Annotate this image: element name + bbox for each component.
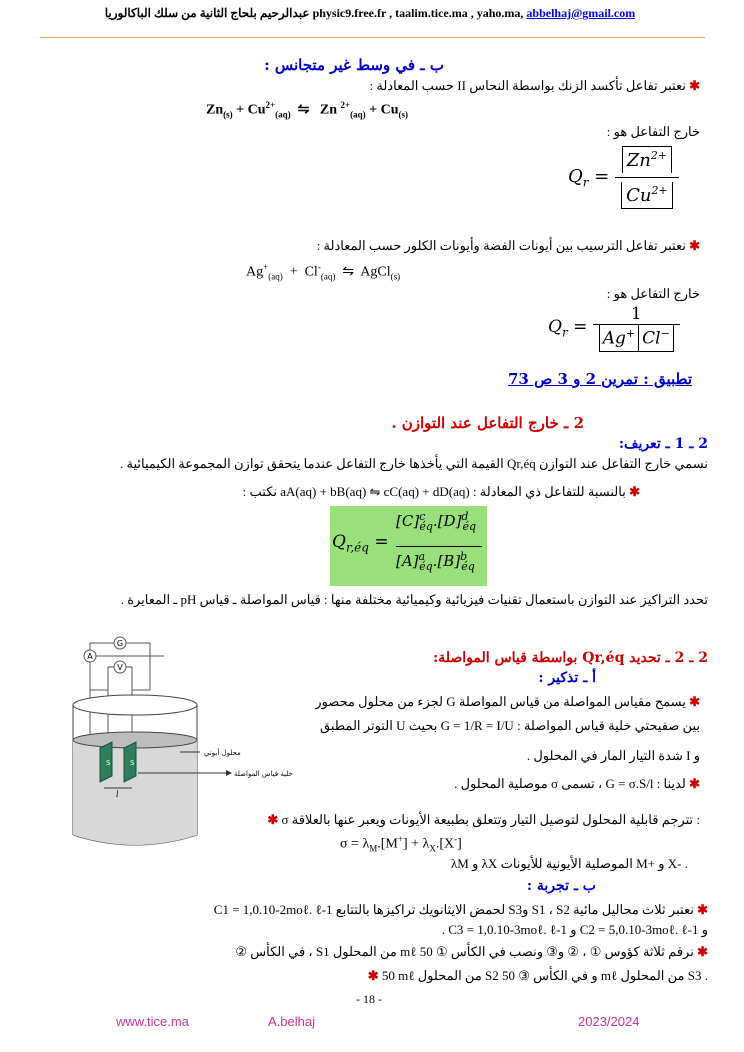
page-number: - 18 -: [356, 992, 382, 1006]
page-header: [40, 6, 700, 21]
bullet-icon: ✱: [697, 902, 708, 917]
qreq-denominator: $[A]^a_{éq}.[B]^b_{éq}$: [396, 550, 475, 573]
measure-text: تحدد التراكيز عند التوازن باستعمال تقنيات فيزيائية وكيميائية مختلفة منها : قياس المواصلة ـ قياس pH ـ المعايرة .: [120, 592, 708, 607]
experiment-1b: و C2 = 5,0.10-3moℓ. ℓ-1 و C3 = 1,0.10-3moℓ. ℓ-1 .: [441, 922, 708, 937]
plate-s-label-right: S: [130, 759, 135, 767]
general-reaction: ✱ بالنسبة للتفاعل ذي المعادلة : aA(aq) + bB(aq) ⇋ cC(aq) + dD(aq) نكتب :: [242, 484, 640, 499]
header-divider: [40, 37, 705, 38]
bullet-icon: ✱: [689, 694, 700, 709]
equation-zn-cu: $Zn_{(s)} + Cu^{2+}_{(aq)}$ ⇋ Zn $^{2+}_{(aq)} + Cu_{(s)}$: [206, 100, 409, 120]
section22-title: 2 ـ 2 ـ تحديد Qr,éq بواسطة قياس المواصلة:: [433, 650, 708, 666]
bullet-icon: ✱: [689, 78, 700, 93]
qreq-fraction-bar: [396, 546, 482, 547]
equation-ag-cl: $Ag^+_{(aq)} + Cl^-_{(aq)}$ ⇋ AgCl$_{(s)}$: [246, 262, 401, 282]
footer-author: A.belhaj: [268, 1014, 315, 1029]
section-b-item2: ✱ نعتبر تفاعل الترسيب بين أيونات الفضة وأيونات الكلور حسب المعادلة :: [316, 238, 700, 253]
conductivity-cell-figure: [40, 630, 293, 855]
experiment-2: ✱ نرقم ثلاثة كؤوس ① ، ② و③ ونصب في الكأس ① 50 mℓ من المحلول S1 ، في الكأس ②: [235, 944, 708, 959]
section2-title: 2 ـ خارج التفاعل عند التوازن .: [391, 414, 584, 432]
meter-g-label: G: [116, 639, 124, 648]
experiment-title: ب ـ تجربة :: [526, 878, 596, 894]
qr-formula-1: $Q_r$ = $\frac{Zn^{2+}}{Cu^{2+}}$: [568, 146, 679, 209]
solution-label: محلول أيوني: [204, 749, 241, 757]
lambda-text: λM و λX الموصلية الأيونية للأيونات M+ و X- .: [450, 856, 688, 871]
bullet-icon: ✱: [689, 776, 700, 791]
plate-s-label-left: S: [106, 759, 111, 767]
footer-year: 2023/2024: [578, 1014, 640, 1029]
qreq-formula-box: [330, 506, 487, 586]
experiment-1: ✱ نعتبر ثلاث محاليل مائية S1 ، S2 وS3 لحمض الايثانويك تراكيزها بالتتابع C1 = 1,0.10-2moℓ. ℓ-1: [213, 902, 708, 917]
bullet-icon: ✱: [697, 944, 708, 959]
reminder-2: ✱ لدينا : G = σ.S/l ، تسمى σ موصلية المحلول .: [454, 776, 700, 791]
qreq-numerator: $[C]^c_{éq}.[D]^d_{éq}$: [396, 510, 477, 533]
meter-a-label: A: [87, 652, 93, 661]
header-email-link[interactable]: abbelhaj@gmail.com: [526, 6, 636, 20]
cell-label: خلية قياس المواصلة: [234, 770, 293, 778]
plate-distance-label: l: [116, 790, 119, 799]
bullet-icon: ✱: [367, 968, 379, 983]
section-b-title: ب ـ في وسط غير متجانس :: [264, 56, 444, 74]
bullet-icon: ✱: [689, 238, 700, 253]
sigma-relation: $\sigma = \lambda_M.[M^+] + \lambda_X.[X^-]$: [340, 834, 462, 854]
footer-website[interactable]: www.tice.ma: [116, 1014, 189, 1029]
header-text: عبدالرحيم بلحاج الثانية من سلك الباكالوريا physic9.free.fr , taalim.tice.ma , yaho.ma,: [104, 6, 524, 20]
reminder-title: أ ـ تذكير :: [538, 670, 596, 686]
reminder-1b: بين صفيحتي خلية قياس المواصلة : G = 1/R = I/U بحيث U التوتر المطبق: [320, 718, 700, 733]
qreq-label: $Q_{r,éq}$ =: [332, 532, 389, 555]
quotient-label-2: خارج التفاعل هو :: [606, 286, 700, 301]
experiment-3: ✱ 50 mℓ من المحلول S2 و في الكأس ③ 50 mℓ من المحلول S3 .: [367, 968, 708, 983]
bullet-icon: ✱: [629, 484, 640, 499]
bullet-icon: ✱: [267, 812, 279, 827]
reminder-1c: و I شدة التيار المار في المحلول .: [526, 748, 700, 763]
definition-text: نسمي خارج التفاعل عند التوازن Qr,éq القيمة التي يأخذها خارج التفاعل عندما يتحقق توازن المجموعة الكيميائية .: [119, 456, 708, 471]
exercise-link[interactable]: تطبيق : تمرين 2 و 3 ص 73: [507, 370, 692, 388]
quotient-label-1: خارج التفاعل هو :: [606, 124, 700, 139]
section-b-item1: ✱ نعتبر تفاعل تأكسد الزنك بواسطة النحاس II حسب المعادلة :: [369, 78, 700, 93]
reminder-1: ✱ يسمح مقياس المواصلة من قياس المواصلة G لجزء من محلول محصور: [315, 694, 700, 709]
qr-formula-2: $Q_r$ = $\frac{1}{Ag^+ Cl^-}$: [548, 304, 680, 352]
meter-v-label: V: [117, 663, 123, 672]
section21-title: 2 ـ 1 ـ تعريف:: [618, 436, 708, 452]
reminder-3: ✱ σ تترجم قابلية المحلول لتوصيل التيار وتتعلق بطبيعة الأيونات ويعبر عنها بالعلاقة :: [267, 812, 700, 827]
